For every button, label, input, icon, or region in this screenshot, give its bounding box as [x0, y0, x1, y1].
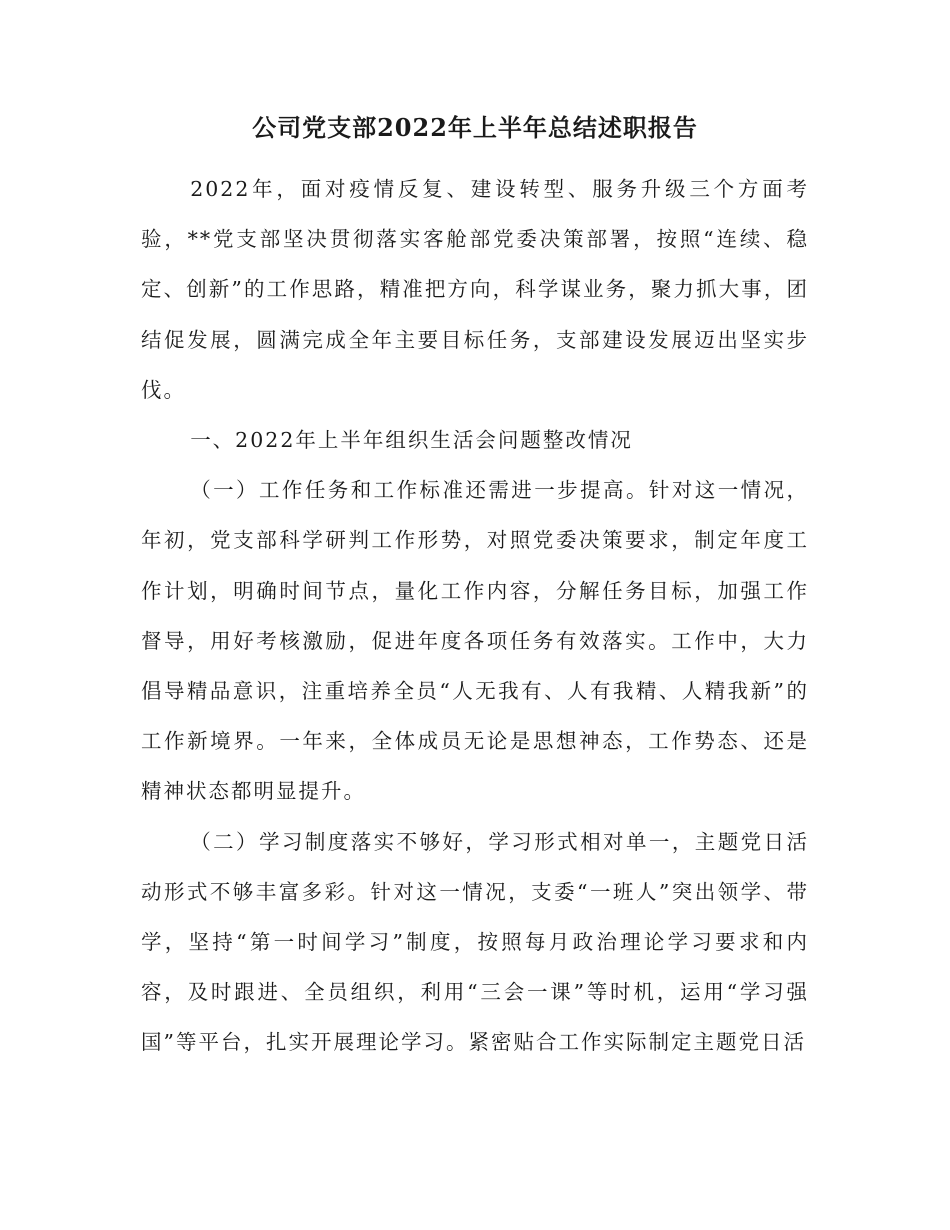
document-title: 公司党支部2022年上半年总结述职报告: [252, 113, 698, 142]
item-two-paragraph: （二）学习制度落实不够好，学习形式相对单一，主题党日活动形式不够丰富多彩。针对这一情况，支委“一班人”突出领学、带学，坚持“第一时间学习”制度，按照每月政治理论学习要求和内容，及时跟进、全员组织，利用“三会一课”等时机，运用“学习强国”等平台，扎实开展理论学习。紧密贴合工作实际制定主题党日活: [141, 829, 809, 1055]
document-body: [141, 164, 809, 1068]
intro-paragraph: 2022年，面对疫情反复、建设转型、服务升级三个方面考验，**党支部坚决贯彻落实客舱部党委决策部署，按照“连续、稳定、创新”的工作思路，精准把方向，科学谋业务，聚力抓大事，团结促发展，圆满完成全年主要目标任务，支部建设发展迈出坚实步伐。: [141, 177, 809, 402]
section-heading: 一、2022年上半年组织生活会问题整改情况: [190, 428, 633, 453]
item-one-paragraph: （一）工作任务和工作标准还需进一步提高。针对这一情况，年初，党支部科学研判工作形势，对照党委决策要求，制定年度工作计划，明确时间节点，量化工作内容，分解任务目标，加强工作督导，用好考核激励，促进年度各项任务有效落实。工作中，大力倡导精品意识，注重培养全员“人无我有、人有我精、人精我新”的工作新境界。一年来，全体成员无论是思想神态，工作势态、还是精神状态都明显提升。: [141, 478, 809, 804]
